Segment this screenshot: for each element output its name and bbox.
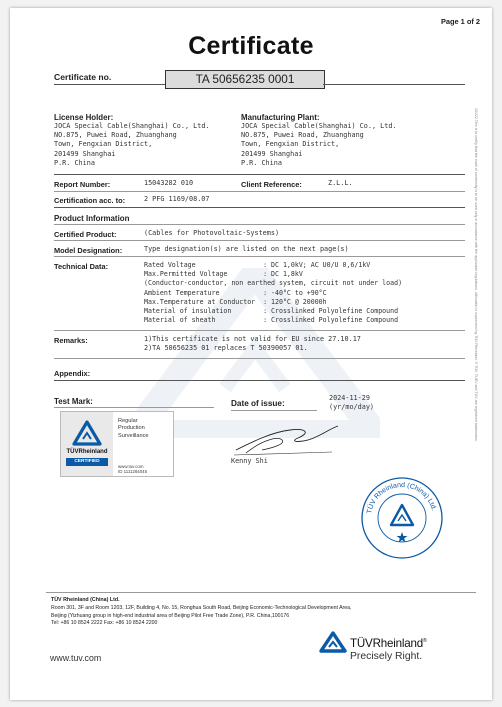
tuv-logo-icon <box>319 631 347 653</box>
divider <box>54 380 465 381</box>
technical-data-label: Technical Data: <box>54 262 109 271</box>
side-disclaimer: 10/222 This is to certify that the mark of conformity is to be used only in accordance with the applicable regulations. Utilization is supervised by TÜV Rheinland. ® TÜV, TUEV and TUV are registered trademarks. <box>474 108 478 442</box>
divider <box>54 207 465 208</box>
client-reference-label: Client Reference: <box>241 180 302 189</box>
footer-company: TÜV Rheinland (China) Ltd. <box>51 597 120 603</box>
certificate-page <box>10 8 492 700</box>
technical-data-block: Rated Voltage : DC 1,0kV; AC U0/U 0,6/1kV Max.Permitted Voltage : DC 1,8kV (Conductor-conductor, non earthed system, circuit not under load) Ambient Temperature : -40°C to +90°C Max.Temperature at Conductor : 120°C @ 20000h Material of insulation : Crosslinked Polyolefine Compound Material of sheath : Crosslinked Polyolefine Compound <box>144 261 403 325</box>
website-link[interactable]: www.tuv.com <box>50 653 102 663</box>
test-mark-brand: TÜVRheinland <box>66 449 108 455</box>
company-stamp <box>360 476 444 560</box>
tagline: Precisely Right. <box>350 651 423 662</box>
divider <box>54 330 465 331</box>
divider <box>54 256 465 257</box>
page-title: Certificate <box>188 32 314 60</box>
certification-acc-label: Certification acc. to: <box>54 196 126 205</box>
license-holder-address: JOCA Special Cable(Shanghai) Co., Ltd. NO.875, Puwei Road, Zhuanghang Town, Fengxian District, 201499 Shanghai P.R. China <box>54 122 210 167</box>
license-holder-label: License Holder: <box>54 113 114 122</box>
divider <box>231 410 317 411</box>
divider <box>54 407 214 408</box>
divider <box>46 592 476 593</box>
manufacturing-plant-label: Manufacturing Plant: <box>241 113 320 122</box>
test-mark-surveillance: Regular Production Surveillance <box>118 418 149 439</box>
divider <box>54 240 465 241</box>
date-of-issue-value: 2024-11-29 <box>329 394 370 402</box>
divider <box>54 358 465 359</box>
divider <box>54 84 165 85</box>
model-designation-label: Model Designation: <box>54 246 123 255</box>
date-of-issue-label: Date of issue: <box>231 399 285 408</box>
certified-product-value: (Cables for Photovoltaic-Systems) <box>144 229 280 237</box>
certified-badge: CERTIFIED <box>66 458 108 466</box>
divider <box>54 191 465 192</box>
divider <box>323 84 465 85</box>
certification-acc-value: 2 PFG 1169/08.07 <box>144 195 210 203</box>
report-number-label: Report Number: <box>54 180 111 189</box>
certified-product-label: Certified Product: <box>54 230 117 239</box>
stamp-text: TÜV Rheinland (China) Ltd. <box>366 481 438 515</box>
date-format: (yr/mo/day) <box>329 403 375 411</box>
footer-address: Room 301, 3F and Room 1203, 12F, Building 4, No. 15, Ronghua South Road, Beijing Economic-Technological Development Area, Beijing (Yizhuang group in high-end industrial area of Beijing Pilot Free Trade Zone), P.R. China,100176 Tel: +86 10 8524 2222 Fax: +86 10 8524 2200 <box>51 605 352 627</box>
model-designation-value: Type designation(s) are listed on the next page(s) <box>144 245 349 253</box>
tuv-logo-text: TÜVRheinland® <box>350 637 427 650</box>
test-mark-label: Test Mark: <box>54 397 93 406</box>
client-reference-value: Z.L.L. <box>328 179 353 187</box>
appendix-label: Appendix: <box>54 369 91 378</box>
remarks-block: 1)This certificate is not valid for EU since 27.10.17 2)TA 50656235 01 replaces T 50390057 01. <box>144 335 361 353</box>
signatory-name: Kenny Shi <box>231 457 268 465</box>
test-mark-box <box>60 411 174 477</box>
remarks-label: Remarks: <box>54 336 88 345</box>
report-number-value: 15043282 010 <box>144 179 194 187</box>
certificate-no-label: Certificate no. <box>54 72 112 82</box>
certificate-no-value: TA 50656235 0001 <box>165 70 325 89</box>
product-information-heading: Product Information <box>54 214 130 223</box>
manufacturing-plant-address: JOCA Special Cable(Shanghai) Co., Ltd. NO.875, Puwei Road, Zhuanghang Town, Fengxian District, 201499 Shanghai P.R. China <box>241 122 397 167</box>
signature <box>232 420 342 456</box>
test-mark-url-id: www.tuv.com ID 1111284045 <box>118 464 148 475</box>
divider <box>54 174 465 175</box>
tuv-triangle-icon <box>72 420 102 446</box>
divider <box>54 224 465 225</box>
page-number: Page 1 of 2 <box>440 17 480 26</box>
